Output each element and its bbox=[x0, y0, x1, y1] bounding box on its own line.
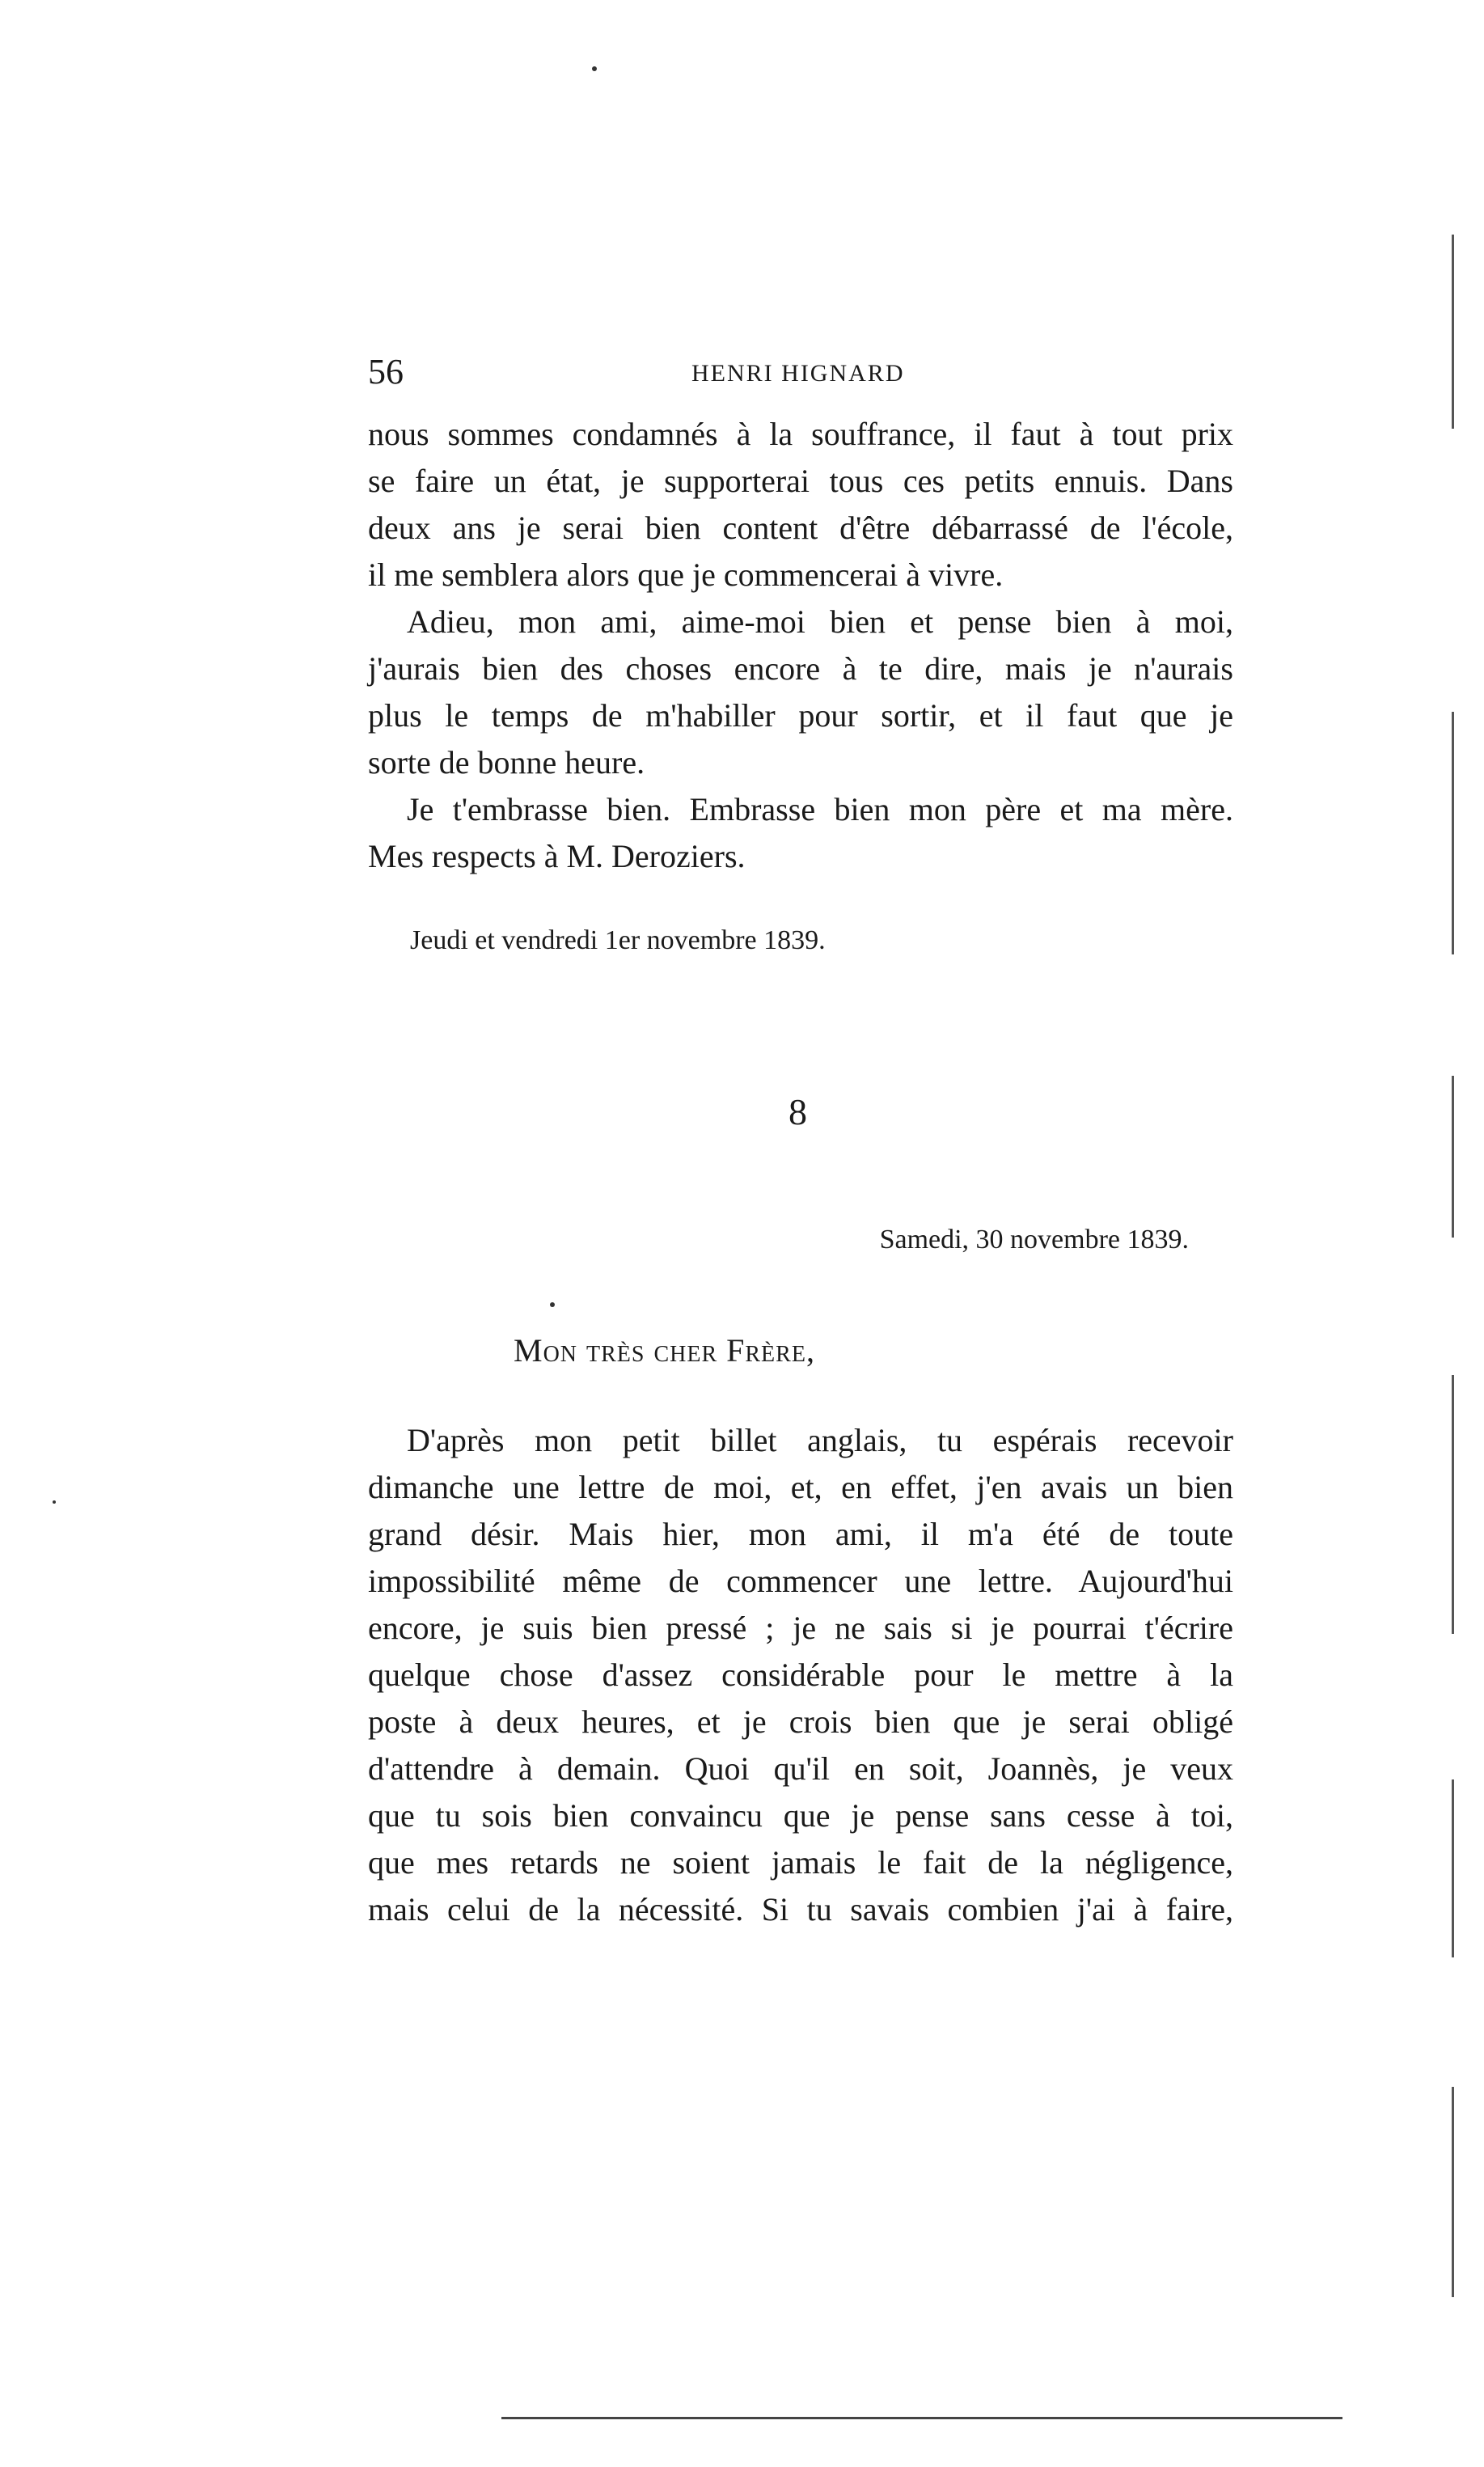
letter-closing-text bbox=[368, 411, 1233, 880]
text-line: j'aurais bien des choses encore à te dire, mais je n'aurais bbox=[368, 650, 1233, 687]
text-line: sorte de bonne heure. bbox=[368, 744, 645, 781]
scan-edge-rule bbox=[1452, 1779, 1454, 1957]
text-line: nous sommes condamnés à la souffrance, il faut à tout prix bbox=[368, 416, 1233, 452]
text-line: que tu sois bien convaincu que je pense sans cesse à toi, bbox=[368, 1797, 1233, 1834]
text-line: Je t'embrasse bien. Embrasse bien mon père et ma mère. bbox=[407, 791, 1233, 827]
scan-speck bbox=[53, 1500, 56, 1504]
page-number: 56 bbox=[368, 352, 404, 391]
text-line: Adieu, mon ami, aime-moi bien et pense bien à moi, bbox=[407, 603, 1233, 640]
page-header bbox=[368, 348, 1233, 396]
scan-speck bbox=[592, 66, 597, 71]
scan-bottom-rule bbox=[501, 2417, 1342, 2419]
text-line: encore, je suis bien pressé ; je ne sais si je pourrai t'écrire bbox=[368, 1610, 1233, 1646]
text-line: dimanche une lettre de moi, et, en effet, j'en avais un bien bbox=[368, 1469, 1233, 1505]
text-line: impossibilité même de commencer une lettre. Aujourd'hui bbox=[368, 1563, 1233, 1599]
letter-date bbox=[410, 920, 826, 961]
text-line: poste à deux heures, et je crois bien que je serai obligé bbox=[368, 1703, 1233, 1740]
text-line: D'après mon petit billet anglais, tu espérais recevoir bbox=[407, 1422, 1233, 1458]
text-line: que mes retards ne soient jamais le fait de la négligence, bbox=[368, 1844, 1233, 1881]
text-line: deux ans je serai bien content d'être débarrassé de l'école, bbox=[368, 510, 1233, 546]
scan-edge-rule bbox=[1452, 235, 1454, 429]
running-head: HENRI HIGNARD bbox=[691, 360, 905, 387]
text-line: quelque chose d'assez considérable pour le mettre à la bbox=[368, 1657, 1233, 1693]
text-line: se faire un état, je supporterai tous ces petits ennuis. Dans bbox=[368, 463, 1233, 499]
salutation: Mon très cher Frère, bbox=[514, 1332, 815, 1369]
letter-date-text: Jeudi et vendredi 1er novembre 1839. bbox=[410, 925, 826, 955]
scan-speck bbox=[550, 1302, 555, 1307]
scan-edge-rule bbox=[1452, 712, 1454, 954]
text-line: d'attendre à demain. Quoi qu'il en soit, Joannès, je veux bbox=[368, 1750, 1233, 1787]
text-line: mais celui de la nécessité. Si tu savais combien j'ai à faire, bbox=[368, 1891, 1233, 1927]
letter-body-text bbox=[368, 1417, 1233, 1933]
letter-heading-date: Samedi, 30 novembre 1839. bbox=[879, 1225, 1189, 1255]
text-line: grand désir. Mais hier, mon ami, il m'a été de toute bbox=[368, 1516, 1233, 1552]
scan-edge-rule bbox=[1452, 1375, 1454, 1634]
scan-edge-rule bbox=[1452, 1076, 1454, 1238]
scan-edge-rule bbox=[1452, 2087, 1454, 2297]
letter-number: 8 bbox=[789, 1091, 807, 1132]
text-line: il me semblera alors que je commencerai à vivre. bbox=[368, 556, 1004, 593]
text-line: plus le temps de m'habiller pour sortir, et il faut que je bbox=[368, 697, 1233, 734]
text-line: Mes respects à M. Deroziers. bbox=[368, 838, 746, 874]
